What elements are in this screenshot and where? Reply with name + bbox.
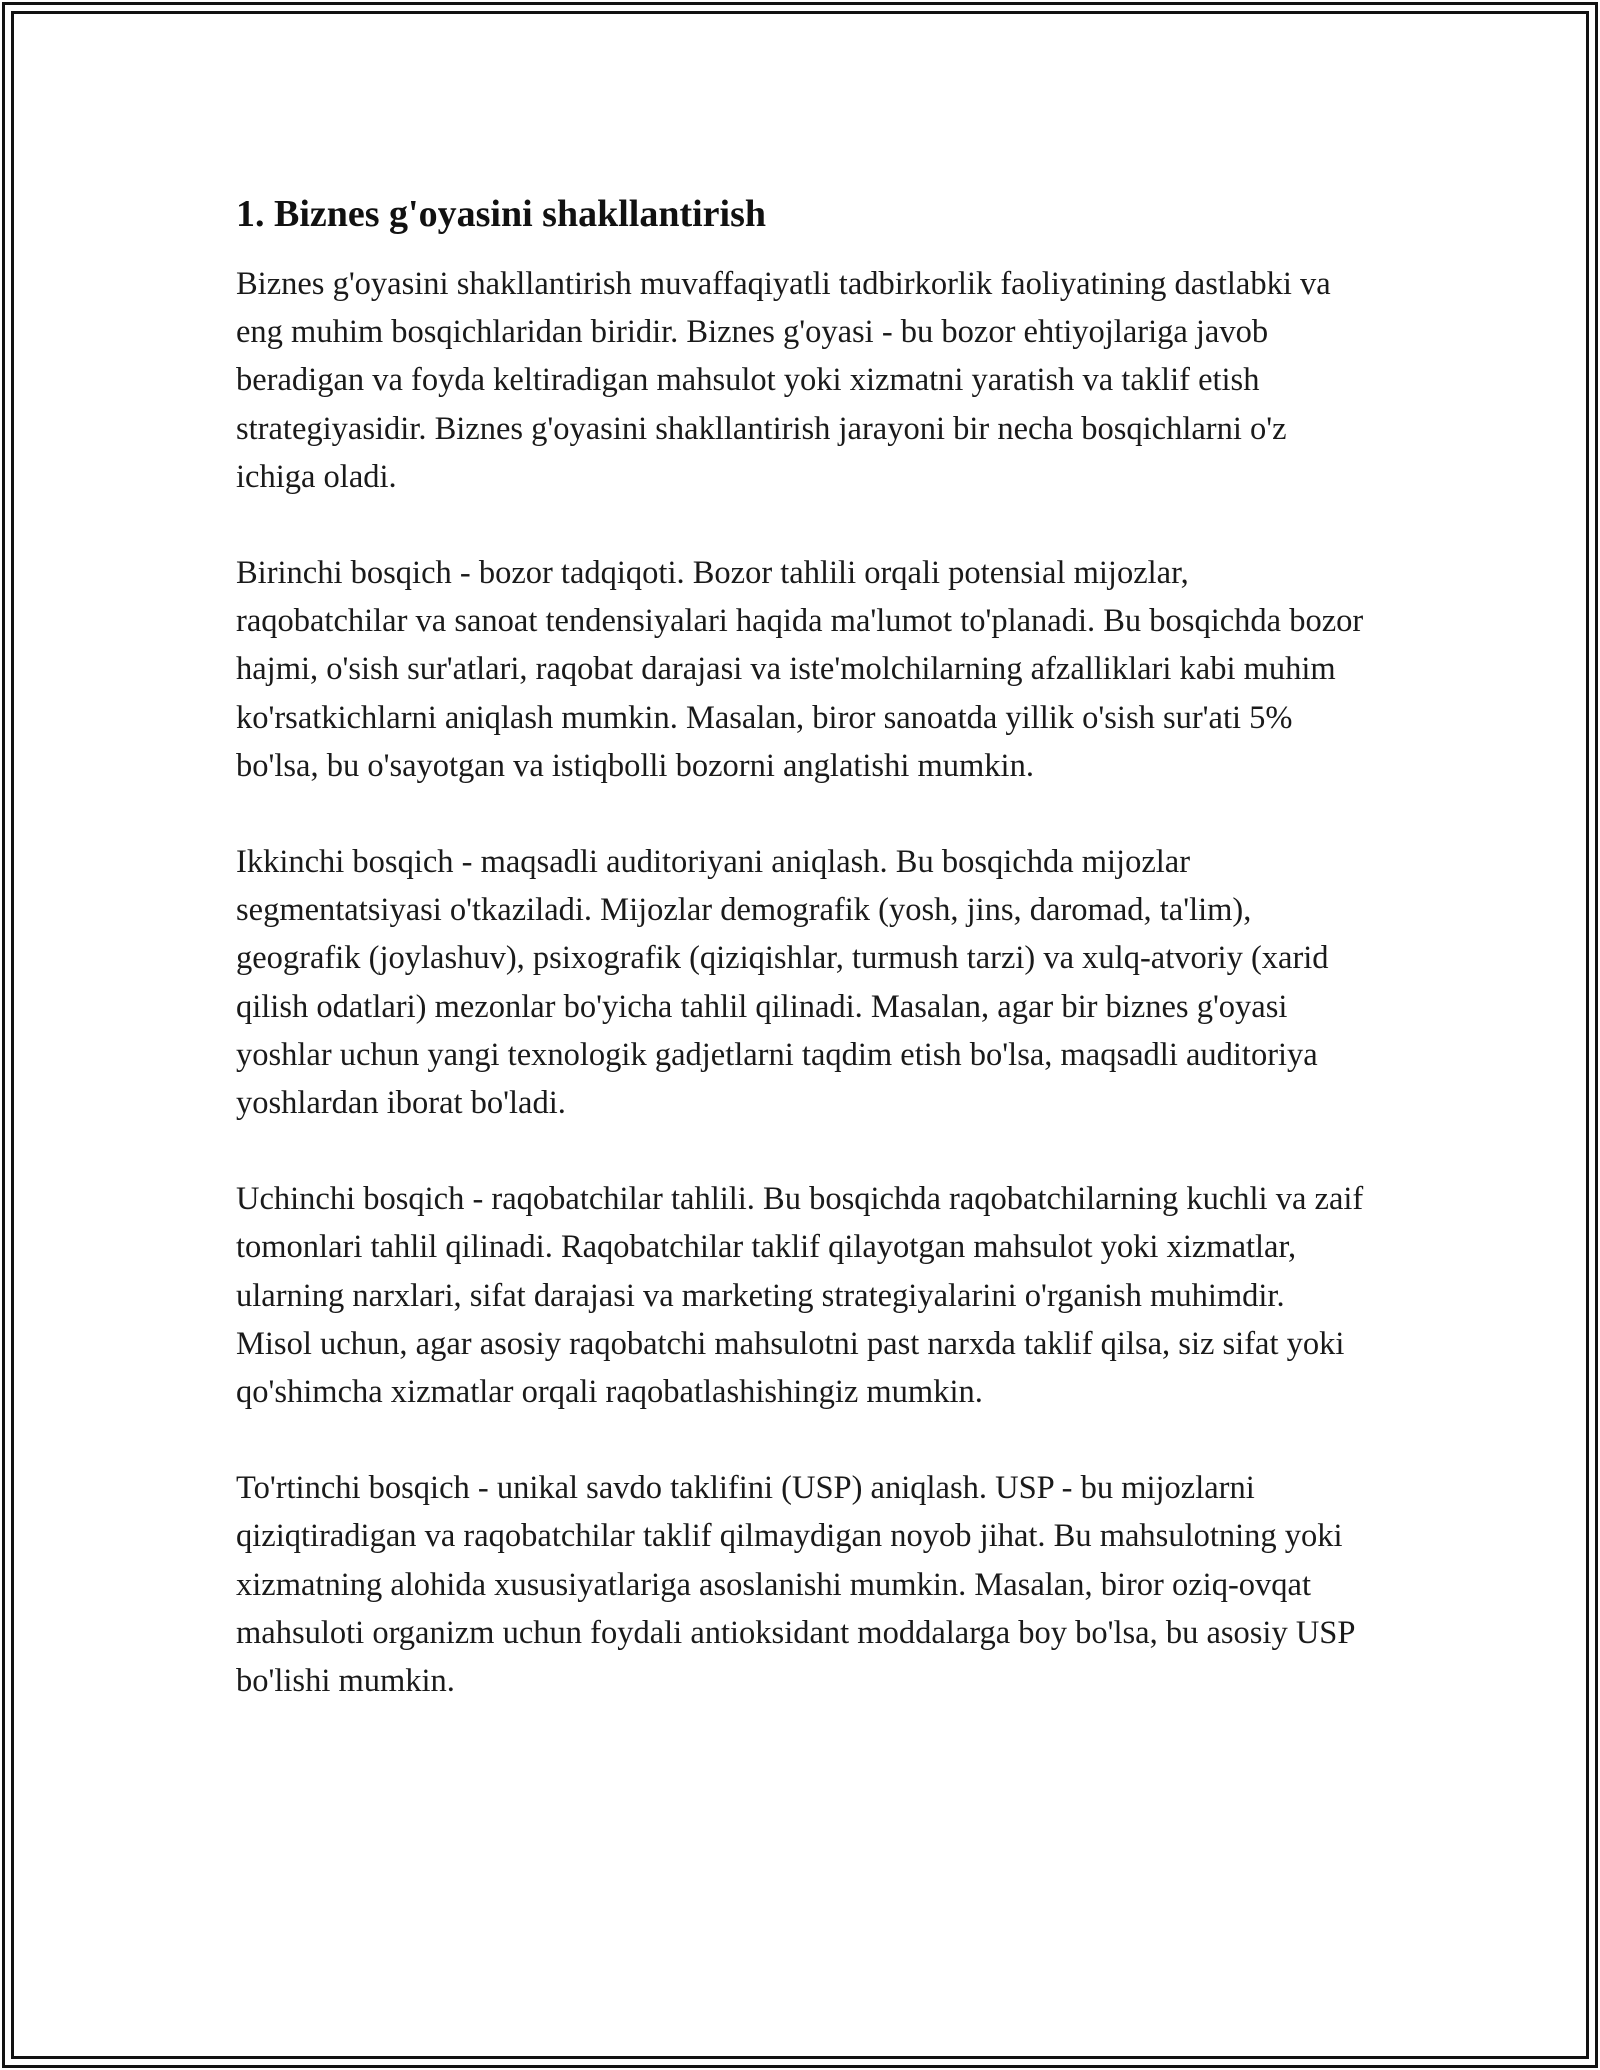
page-title: 1. Biznes g'oyasini shakllantirish (236, 193, 767, 235)
document-body (236, 188, 1366, 1753)
paragraph-intro: Biznes g'oyasini shakllantirish muvaffaqiyatli tadbirkorlik faoliyatining dastlabki va eng muhim bosqichlaridan biridir. Biznes g'oyasi - bu bozor ehtiyojlariga javob beradigan va foyda keltiradigan mahsulot yoki xizmatni yaratish va taklif etish strategiyasidir. Biznes g'oyasini shakllantirish jarayoni bir necha bosqichlarni o'z ichiga oladi. (236, 266, 1331, 495)
paragraph-target-audience: Ikkinchi bosqich - maqsadli auditoriyani aniqlash. Bu bosqichda mijozlar segmentatsiyasi o'tkaziladi. Mijozlar demografik (yosh, jins, daromad, ta'lim), geografik (joylashuv), psixografik (qiziqishlar, turmush tarzi) va xulq-atvoriy (xarid qilish odatlari) mezonlar bo'yicha tahlil qilinadi. Masalan, agar bir biznes g'oyasi yoshlar uchun yangi texnologik gadjetlarni taqdim etish bo'lsa, maqsadli auditoriya yoshlardan iborat bo'ladi. (236, 844, 1329, 1122)
paragraph-market-research: Birinchi bosqich - bozor tadqiqoti. Bozor tahlili orqali potensial mijozlar, raqobatchilar va sanoat tendensiyalari haqida ma'lumot to'planadi. Bu bosqichda bozor hajmi, o'sish sur'atlari, raqobat darajasi va iste'molchilarning afzalliklari kabi muhim ko'rsatkichlarni aniqlash mumkin. Masalan, biror sanoatda yillik o'sish sur'ati 5% bo'lsa, bu o'sayotgan va istiqbolli bozorni anglatishi mumkin. (236, 555, 1364, 784)
paragraph-competitor-analysis: Uchinchi bosqich - raqobatchilar tahlili. Bu bosqichda raqobatchilarning kuchli va zaif tomonlari tahlil qilinadi. Raqobatchilar taklif qilayotgan mahsulot yoki xizmatlar, ularning narxlari, sifat darajasi va marketing strategiyalarini o'rganish muhimdir. Misol uchun, agar asosiy raqobatchi mahsulotni past narxda taklif qilsa, siz sifat yoki qo'shimcha xizmatlar orqali raqobatlashishingiz mumkin. (236, 1181, 1364, 1411)
paragraph-usp: To'rtinchi bosqich - unikal savdo taklifini (USP) aniqlash. USP - bu mijozlarni qiziqtiradigan va raqobatchilar taklif qilmaydigan noyob jihat. Bu mahsulotning yoki xizmatning alohida xususiyatlariga asoslanishi mumkin. Masalan, biror oziq-ovqat mahsuloti organizm uchun foydali antioksidant moddalarga boy bo'lsa, bu asosiy USP bo'lishi mumkin. (236, 1470, 1355, 1700)
